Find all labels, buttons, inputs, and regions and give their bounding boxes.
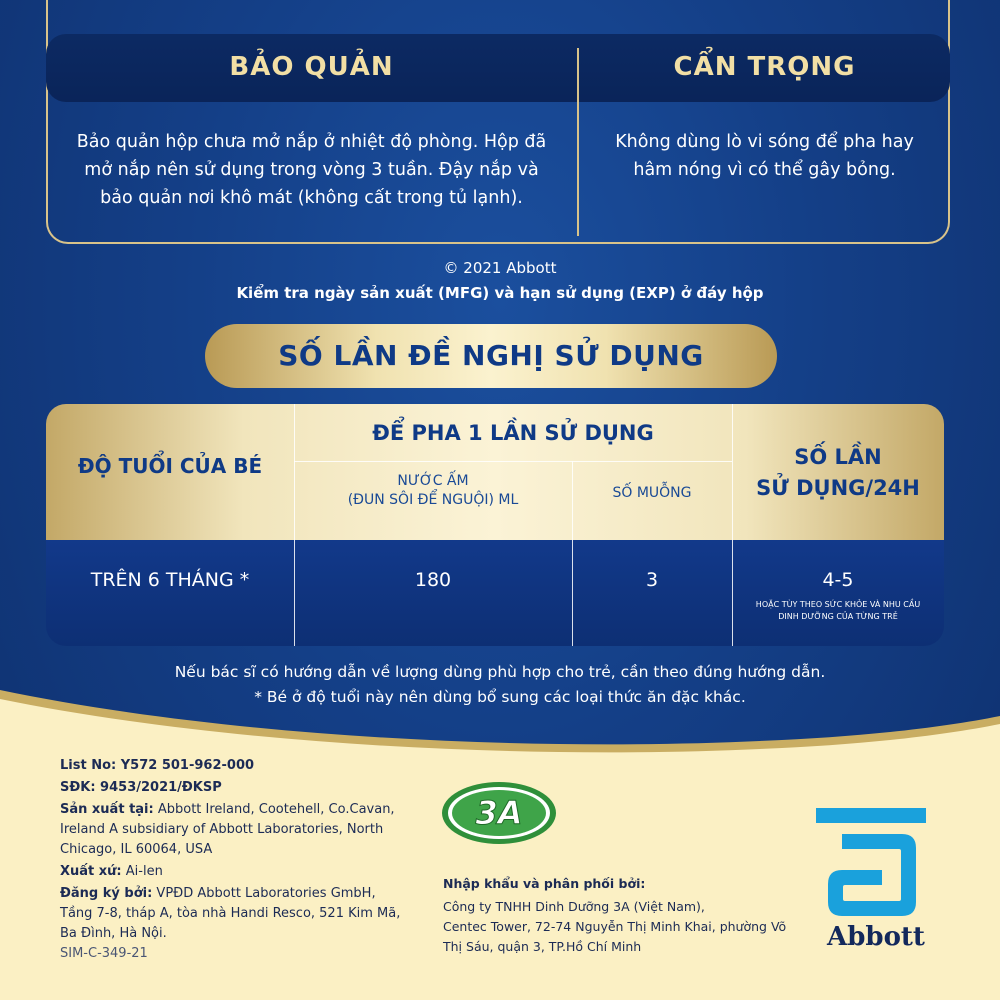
row-water: 180: [414, 569, 452, 591]
doctor-note: Nếu bác sĩ có hướng dẫn về lượng dùng phù hợp cho trẻ, cần theo đúng hướng dẫn.: [174, 663, 826, 681]
col-prep-header: ĐỂ PHA 1 LẦN SỬ DỤNG: [372, 421, 654, 445]
row-times: 4-5: [822, 569, 854, 591]
usage-table: [46, 404, 944, 646]
row-times-note: HOẶC TÙY THEO SỨC KHỎE VÀ NHU CẦU DINH DƯỠNG CỦA TỪNG TRẺ: [755, 600, 921, 621]
importer-info: Nhập khẩu và phân phối bởi: Công ty TNHH Dinh Dưỡng 3A (Việt Nam), Centec Tower, 72-74 Nguyễn Thị Minh Khai, phường Võ Thị Sáu, quận 3, TP.Hồ Chí Minh: [443, 874, 813, 957]
3a-logo-icon: [440, 780, 558, 846]
solid-food-note: * Bé ở độ tuổi này nên dùng bổ sung các loại thức ăn đặc khác.: [254, 688, 746, 706]
row-scoops: 3: [645, 569, 659, 591]
manufacturer-info: List No: Y572 501-962-000 SĐK: 9453/2021/ĐKSP Sản xuất tại: Abbott Ireland, Cootehell, Co.Cavan, Ireland A subsidiary of Abbott Laboratories, North Chicago, IL 60064, USA Xuất xứ: Ai-len Đăng ký bởi: VPĐD Abbott Laboratories GmbH, Tầng 7-8, tháp A, tòa nhà Handi Resco, 521 Kim Mã, Ba Đình, Hà Nội. SIM-C-349-21: [60, 756, 420, 964]
sim-code: SIM-C-349-21: [60, 946, 148, 961]
caution-title: CẨN TRỌNG: [673, 52, 856, 82]
abbott-logo-icon: [812, 806, 930, 922]
row-age: TRÊN 6 THÁNG *: [90, 569, 250, 591]
table-body: [46, 540, 944, 646]
col-age-header: ĐỘ TUỔI CỦA BÉ: [77, 454, 263, 478]
abbott-wordmark: Abbott: [827, 922, 925, 952]
check-dates-note: Kiểm tra ngày sản xuất (MFG) và hạn sử dụng (EXP) ở đáy hộp: [236, 284, 764, 302]
importer-label: Nhập khẩu và phân phối bởi:: [443, 876, 646, 891]
storage-text: Bảo quản hộp chưa mở nắp ở nhiệt độ phòng. Hộp đã mở nắp nên sử dụng trong vòng 3 tuần. Đậy nắp và bảo quản nơi khô mát (không cất trong tủ lạnh).: [76, 132, 547, 208]
storage-title: BẢO QUẢN: [229, 52, 394, 82]
col-water-header: NƯỚC ẤM (ĐUN SÔI ĐỂ NGUỘI) ML: [347, 473, 519, 508]
row-divider: [294, 461, 732, 462]
usage-title: SỐ LẦN ĐỀ NGHỊ SỬ DỤNG: [278, 339, 704, 372]
copyright: © 2021 Abbott: [443, 259, 557, 277]
col-times-header: SỐ LẦN SỬ DỤNG/24H: [756, 445, 920, 500]
svg-text:3A: 3A: [475, 794, 523, 832]
col-scoops-header: SỐ MUỖNG: [612, 485, 692, 501]
caution-text: Không dùng lò vi sóng để pha hay hâm nóng vì có thể gây bỏng.: [615, 132, 914, 180]
list-number: List No: Y572 501-962-000: [60, 758, 255, 773]
registration-number: SĐK: 9453/2021/ĐKSP: [60, 780, 222, 795]
